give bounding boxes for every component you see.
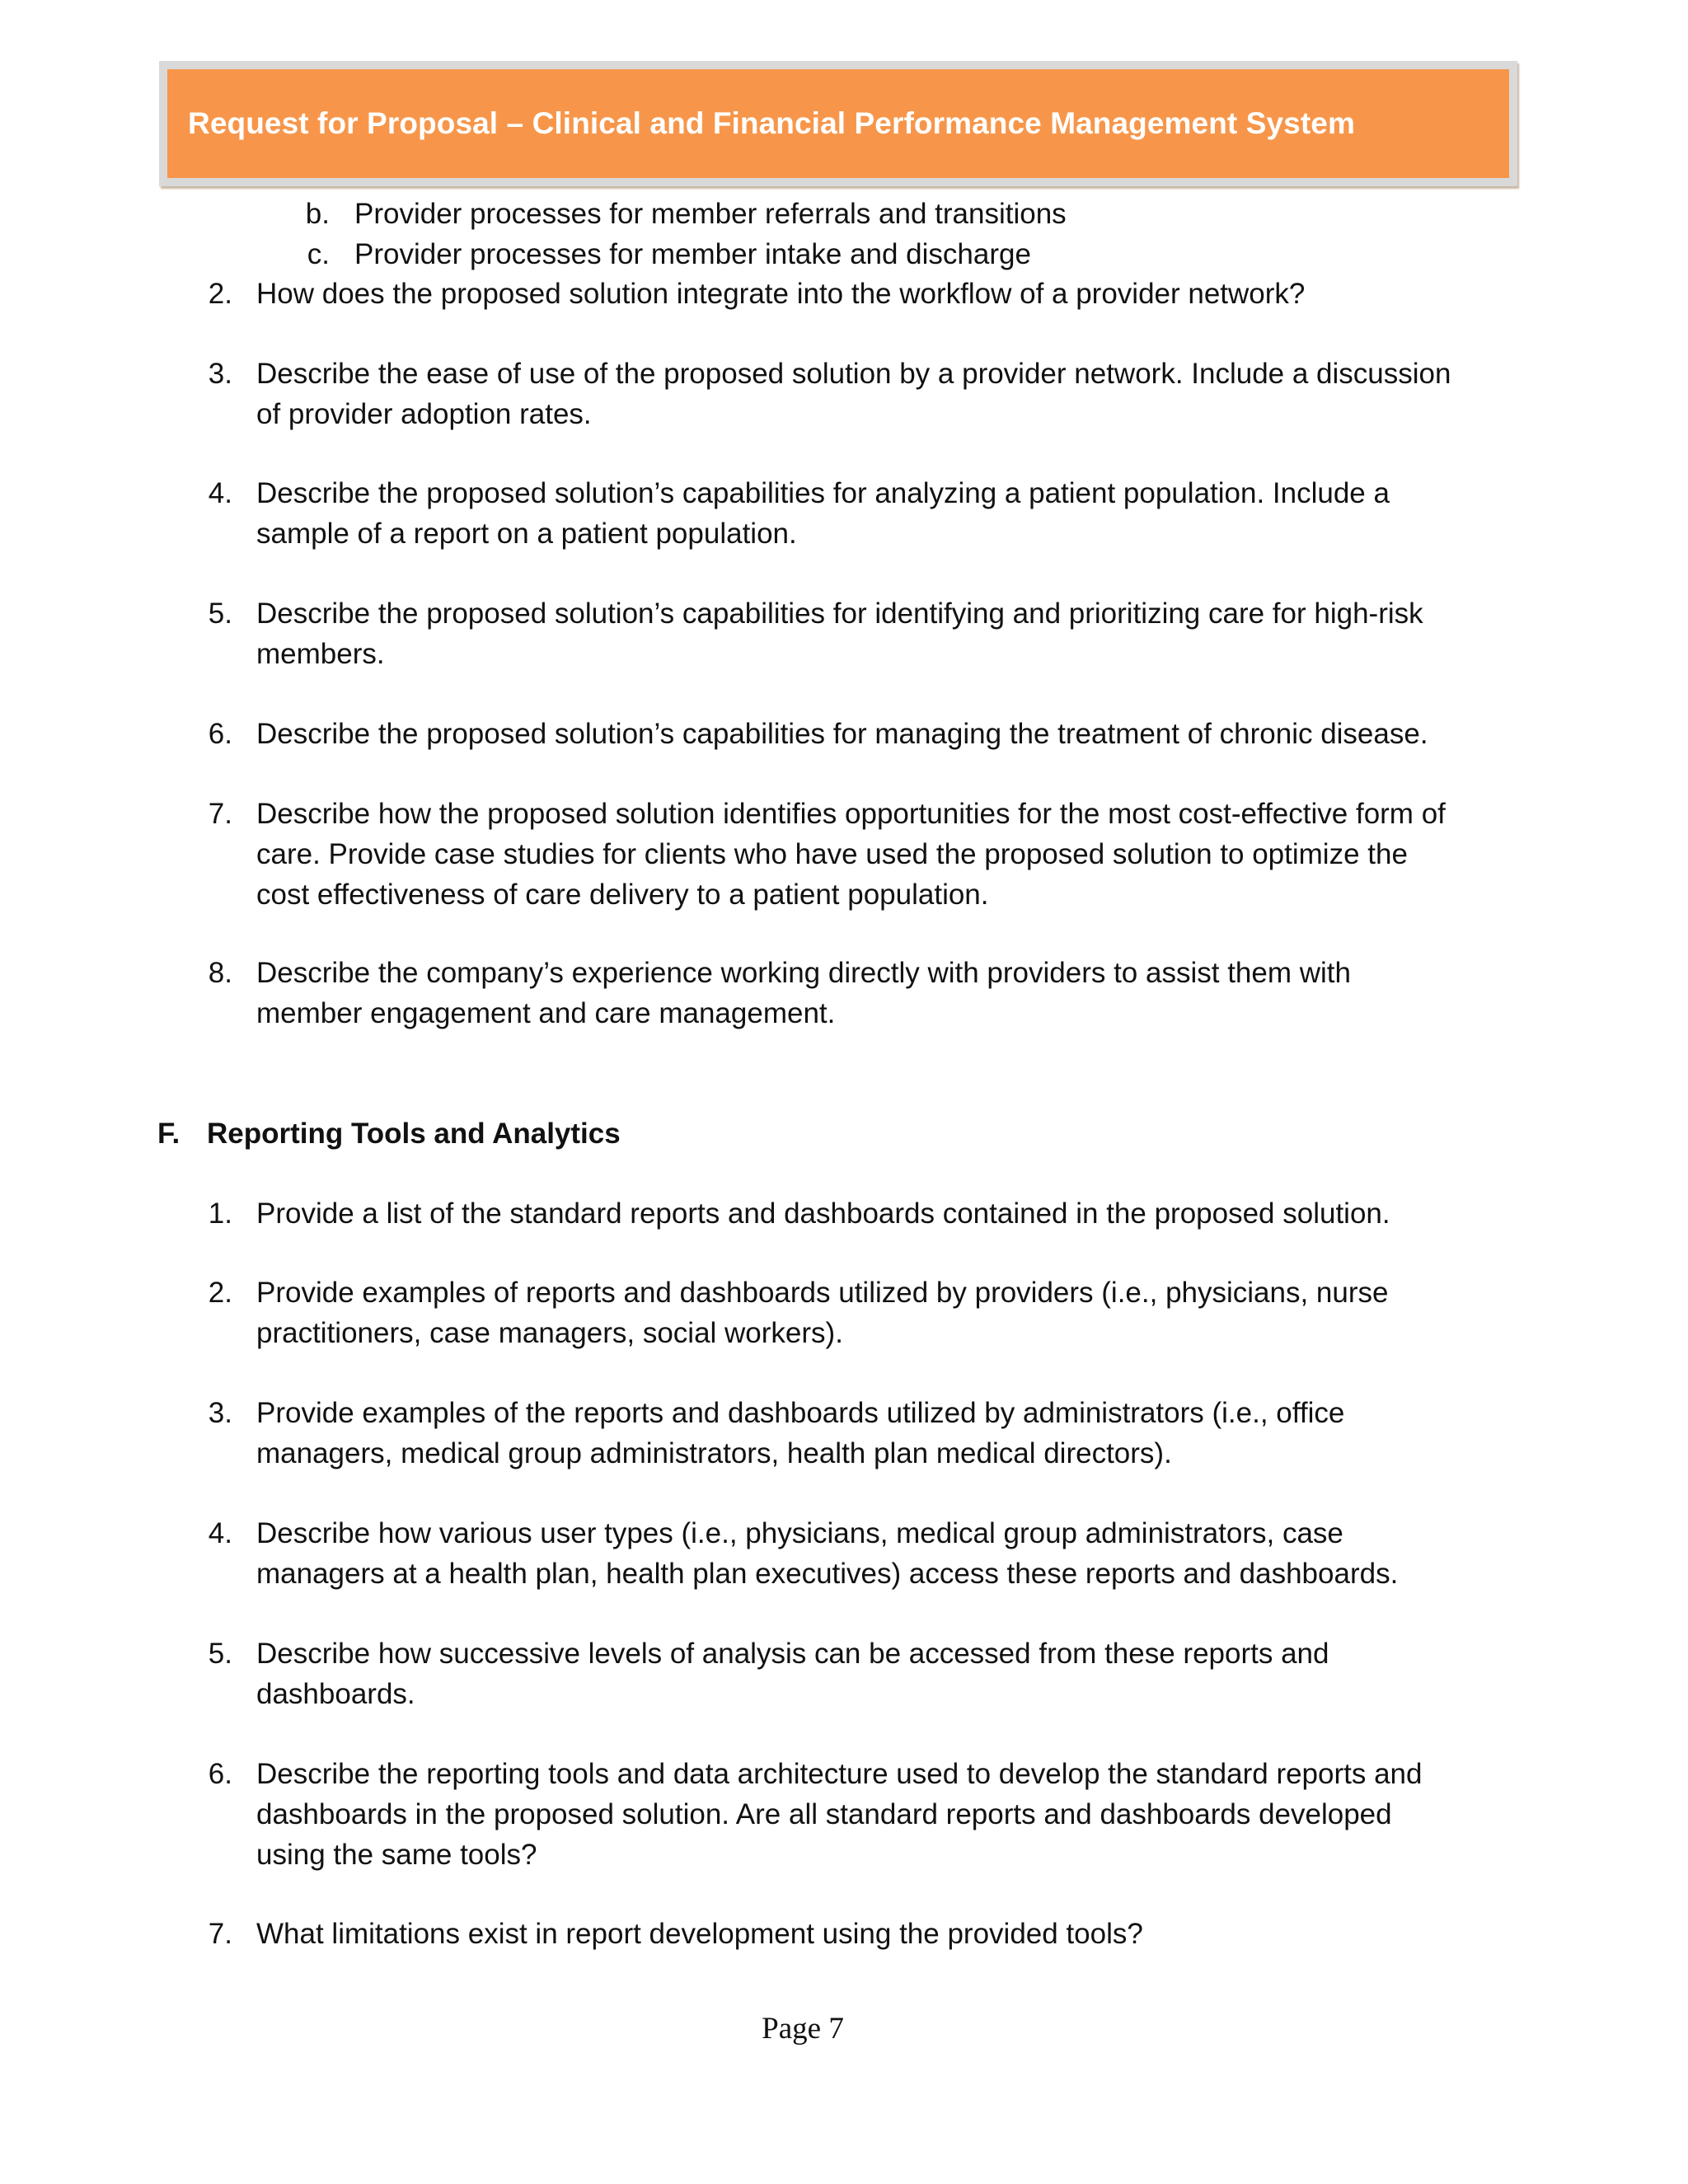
list-item-text: care. Provide case studies for clients who have used the proposed solution to optimize the	[256, 838, 1408, 870]
list-item-text: managers, medical group administrators, health plan medical directors).	[256, 1437, 1172, 1469]
list-item-number: 4.	[208, 1517, 232, 1549]
list-item-text: Describe how various user types (i.e., physicians, medical group administrators, case	[256, 1517, 1343, 1549]
list-item-number: 7.	[208, 1918, 232, 1950]
list-item-text: Describe the company’s experience working directly with providers to assist them with	[256, 957, 1351, 989]
header-band	[167, 69, 1509, 178]
list-item-number: 3.	[208, 1397, 232, 1429]
list-item-text: Describe the proposed solution’s capabilities for managing the treatment of chronic disease.	[256, 718, 1428, 750]
list-item-text: cost effectiveness of care delivery to a patient population.	[256, 879, 989, 911]
list-item-text: Provide a list of the standard reports and dashboards contained in the proposed solution.	[256, 1197, 1390, 1230]
list-item-number: 1.	[208, 1197, 232, 1230]
document-title: Request for Proposal – Clinical and Financial Performance Management System	[188, 106, 1355, 140]
list-item-text: member engagement and care management.	[256, 997, 836, 1029]
list-item-text: dashboards.	[256, 1678, 415, 1710]
list-item-text: Describe the proposed solution’s capabilities for identifying and prioritizing care for high-risk	[256, 598, 1423, 630]
subitem-text: Provider processes for member referrals and transitions	[354, 198, 1067, 230]
list-item-number: 5.	[208, 598, 232, 630]
list-item-number: 6.	[208, 718, 232, 750]
list-item-text: sample of a report on a patient population.	[256, 518, 797, 550]
list-item-text: using the same tools?	[256, 1839, 537, 1871]
list-item-text: Provide examples of the reports and dashboards utilized by administrators (i.e., office	[256, 1397, 1345, 1429]
list-item-number: 2.	[208, 1277, 232, 1309]
list-item-text: How does the proposed solution integrate into the workflow of a provider network?	[256, 278, 1306, 310]
list-item-number: 5.	[208, 1638, 232, 1670]
list-item-text: managers at a health plan, health plan executives) access these reports and dashboards.	[256, 1558, 1399, 1590]
list-item-number: 8.	[208, 957, 232, 989]
list-item-text: members.	[256, 638, 385, 670]
page-number: Page 7	[762, 2012, 844, 2046]
list-item-text: Describe the ease of use of the proposed solution by a provider network. Include a discussion	[256, 358, 1451, 390]
list-item-number: 3.	[208, 358, 232, 390]
list-item-text: Describe the proposed solution’s capabilities for analyzing a patient population. Include a	[256, 477, 1390, 509]
list-item-text: Describe how successive levels of analysis can be accessed from these reports and	[256, 1638, 1329, 1670]
list-item-text: Describe the reporting tools and data architecture used to develop the standard reports and	[256, 1758, 1423, 1790]
list-item-text: What limitations exist in report development using the provided tools?	[256, 1918, 1143, 1950]
subitem-marker: c.	[307, 238, 330, 270]
subitem-marker: b.	[305, 198, 330, 230]
list-item-text: dashboards in the proposed solution. Are all standard reports and dashboards developed	[256, 1798, 1392, 1830]
section-title: Reporting Tools and Analytics	[207, 1118, 621, 1150]
list-item-number: 7.	[208, 798, 232, 830]
list-item-text: Provide examples of reports and dashboards utilized by providers (i.e., physicians, nurse	[256, 1277, 1389, 1309]
list-item-text: of provider adoption rates.	[256, 398, 592, 430]
document-header	[159, 61, 1517, 186]
list-item-text: practitioners, case managers, social workers).	[256, 1317, 843, 1349]
section-letter: F.	[157, 1118, 181, 1150]
list-item-text: Describe how the proposed solution identifies opportunities for the most cost-effective form of	[256, 798, 1446, 830]
list-item-number: 4.	[208, 477, 232, 509]
subitem-text: Provider processes for member intake and discharge	[354, 238, 1031, 270]
list-item-number: 2.	[208, 278, 232, 310]
list-item-number: 6.	[208, 1758, 232, 1790]
